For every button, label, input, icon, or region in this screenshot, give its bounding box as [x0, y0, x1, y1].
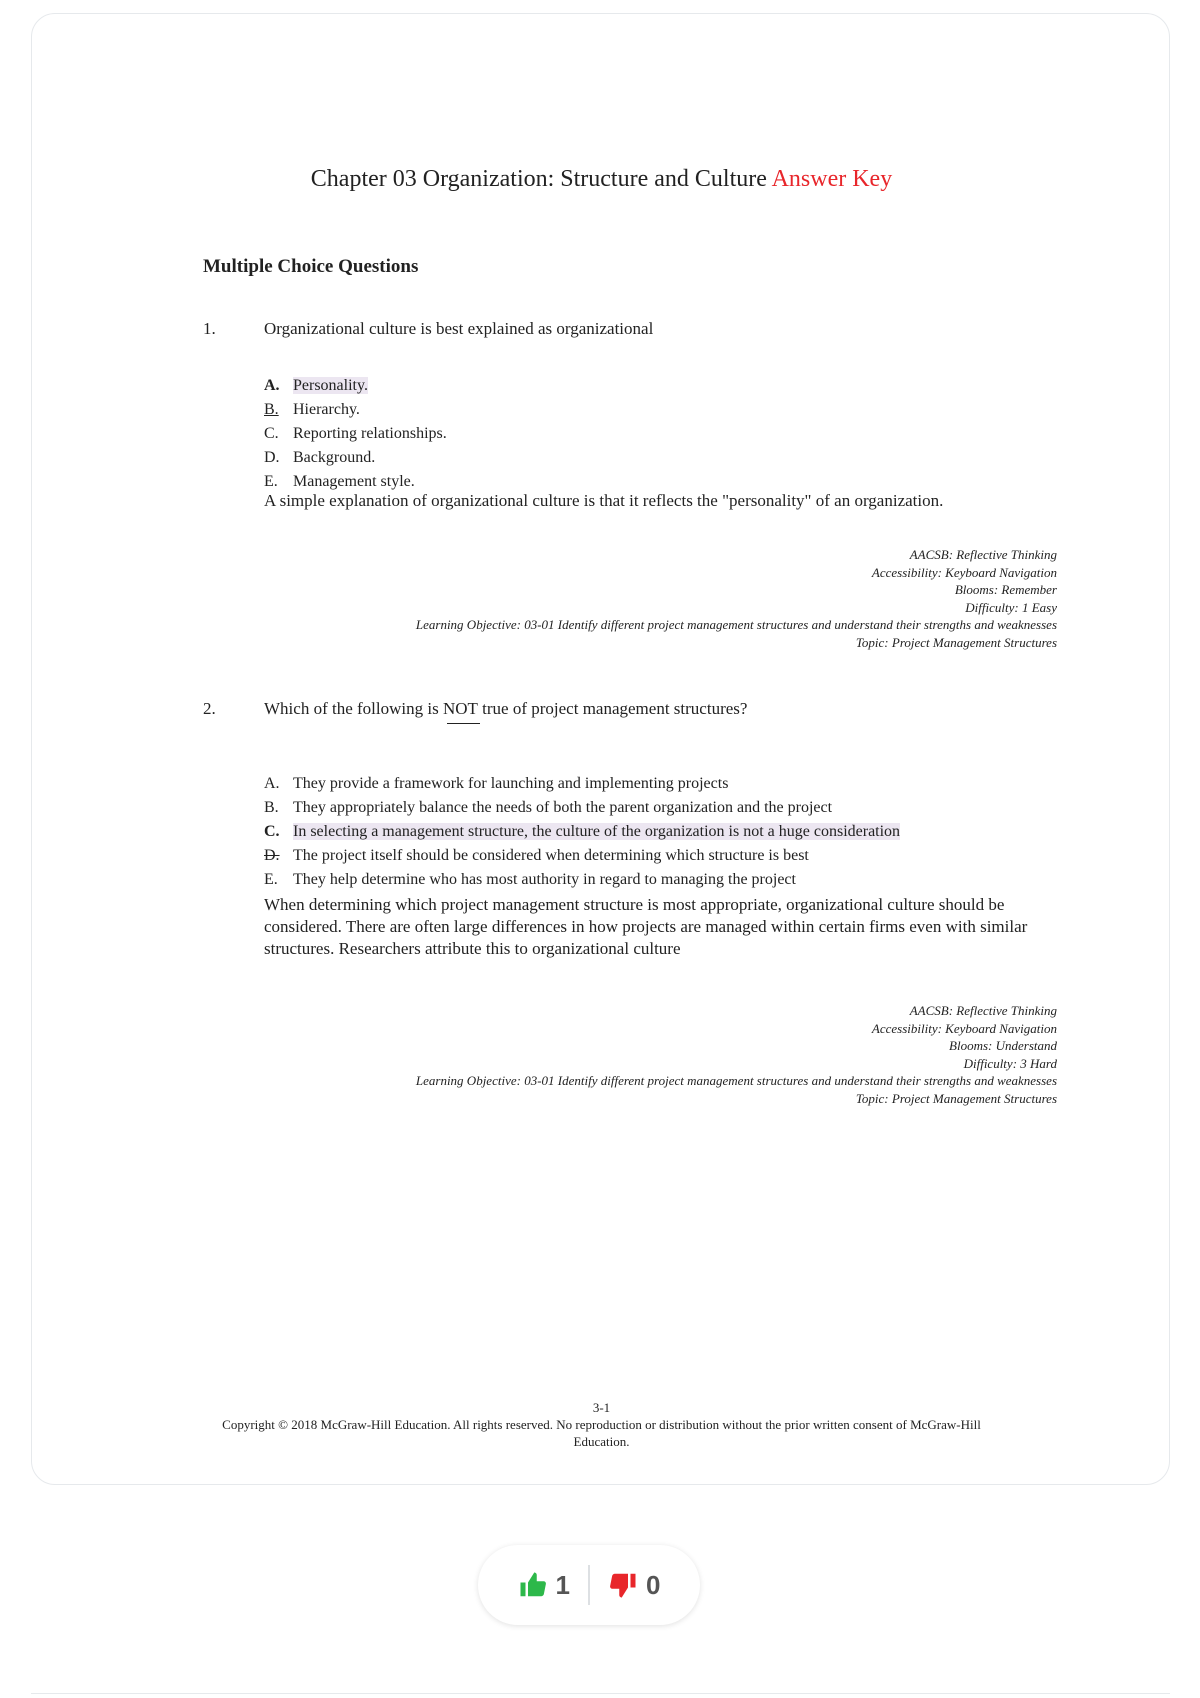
option-text: In selecting a management structure, the culture of the organization is not a huge consideration: [293, 823, 901, 840]
meta-accessibility: Accessibility: Keyboard Navigation: [871, 564, 1057, 580]
upvote-button[interactable]: [500, 1570, 588, 1601]
option-text: Background.: [293, 449, 376, 466]
stem-part: true of project management structures?: [477, 699, 748, 718]
option-text: They help determine who has most authority in regard to managing the project: [293, 871, 796, 888]
explanation: When determining which project management structure is most appropriate, organizational culture should be considered. There are often large differences in how projects are managed within certain firms even with similar structures. Researchers attribute this to organizational culture: [264, 895, 1028, 958]
option-d: [264, 446, 447, 470]
emphasis-underline: [447, 723, 480, 724]
option-letter: C.: [264, 823, 280, 840]
thumbs-down-icon: [608, 1570, 638, 1600]
page-title: [32, 166, 1171, 193]
copyright-notice: Copyright © 2018 McGraw-Hill Education. All rights reserved. No reproduction or distribution without the prior written consent of McGraw-Hill Education.: [222, 1417, 981, 1449]
section-heading: Multiple Choice Questions: [203, 256, 419, 277]
option-a: [264, 772, 900, 796]
option-letter: D.: [264, 847, 280, 864]
option-c: [264, 820, 900, 844]
option-e: [264, 868, 900, 892]
option-d: [264, 844, 900, 868]
option-c: [264, 422, 447, 446]
meta-objective: Learning Objective: 03-01 Identify different project management structures and understand their strengths and weaknesses: [415, 617, 1057, 632]
option-letter: B.: [264, 401, 279, 418]
meta-aacsb: AACSB: Reflective Thinking: [909, 1003, 1057, 1018]
option-letter: D.: [264, 449, 280, 466]
stem-emphasis-text: NOT: [442, 699, 478, 718]
option-text: Reporting relationships.: [293, 425, 447, 442]
page-number: 3-1: [592, 1400, 611, 1415]
meta-blooms: Blooms: Remember: [954, 582, 1057, 597]
title-accent: Answer Key: [771, 166, 893, 192]
upvote-count: 1: [555, 1569, 570, 1600]
question-1-options: [264, 374, 447, 494]
option-b: [264, 796, 900, 820]
vote-widget: [478, 1545, 700, 1625]
option-letter: C.: [264, 425, 279, 442]
option-text: Personality.: [293, 377, 368, 394]
question-number: 1.: [203, 319, 216, 338]
option-letter: A.: [264, 775, 280, 792]
option-letter: A.: [264, 377, 280, 394]
option-text: The project itself should be considered when determining which structure is best: [293, 847, 809, 864]
explanation: A simple explanation of organizational culture is that it reflects the "personality" of an organization.: [264, 491, 944, 510]
option-letter: B.: [264, 799, 279, 816]
page-footer: [32, 1399, 1171, 1450]
meta-aacsb: AACSB: Reflective Thinking: [909, 547, 1057, 562]
meta-difficulty: Difficulty: 3 Hard: [963, 1055, 1057, 1071]
meta-blooms: Blooms: Understand: [949, 1038, 1057, 1053]
meta-accessibility: Accessibility: Keyboard Navigation: [871, 1020, 1057, 1036]
question-2-meta: [416, 1002, 1057, 1107]
meta-topic: Topic: Project Management Structures: [855, 634, 1057, 650]
stem-part: Which of the following is: [264, 699, 443, 718]
question-number: 2.: [203, 699, 216, 718]
title-main: Chapter 03 Organization: Structure and Culture: [310, 166, 767, 192]
option-text: Hierarchy.: [293, 401, 360, 418]
downvote-count: 0: [646, 1569, 661, 1600]
thumbs-up-icon: [518, 1570, 548, 1600]
option-text: Management style.: [293, 473, 415, 490]
question-stem: [264, 699, 1064, 719]
downvote-button[interactable]: [590, 1570, 678, 1601]
meta-difficulty: Difficulty: 1 Easy: [965, 599, 1057, 615]
meta-topic: Topic: Project Management Structures: [855, 1090, 1057, 1106]
option-text: They appropriately balance the needs of both the parent organization and the project: [293, 799, 833, 816]
option-a: [264, 374, 447, 398]
stem-emphasis: [443, 699, 478, 718]
option-letter: E.: [264, 473, 278, 490]
question-1-meta: [416, 546, 1057, 651]
divider: [31, 1693, 1170, 1694]
question-2-options: [264, 772, 900, 892]
question-stem: Organizational culture is best explained as organizational: [264, 319, 654, 338]
option-text: They provide a framework for launching and implementing projects: [293, 775, 729, 792]
document-page: [31, 13, 1170, 1485]
option-letter: E.: [264, 871, 278, 888]
meta-objective: Learning Objective: 03-01 Identify different project management structures and understand their strengths and weaknesses: [415, 1073, 1057, 1088]
option-b: [264, 398, 447, 422]
